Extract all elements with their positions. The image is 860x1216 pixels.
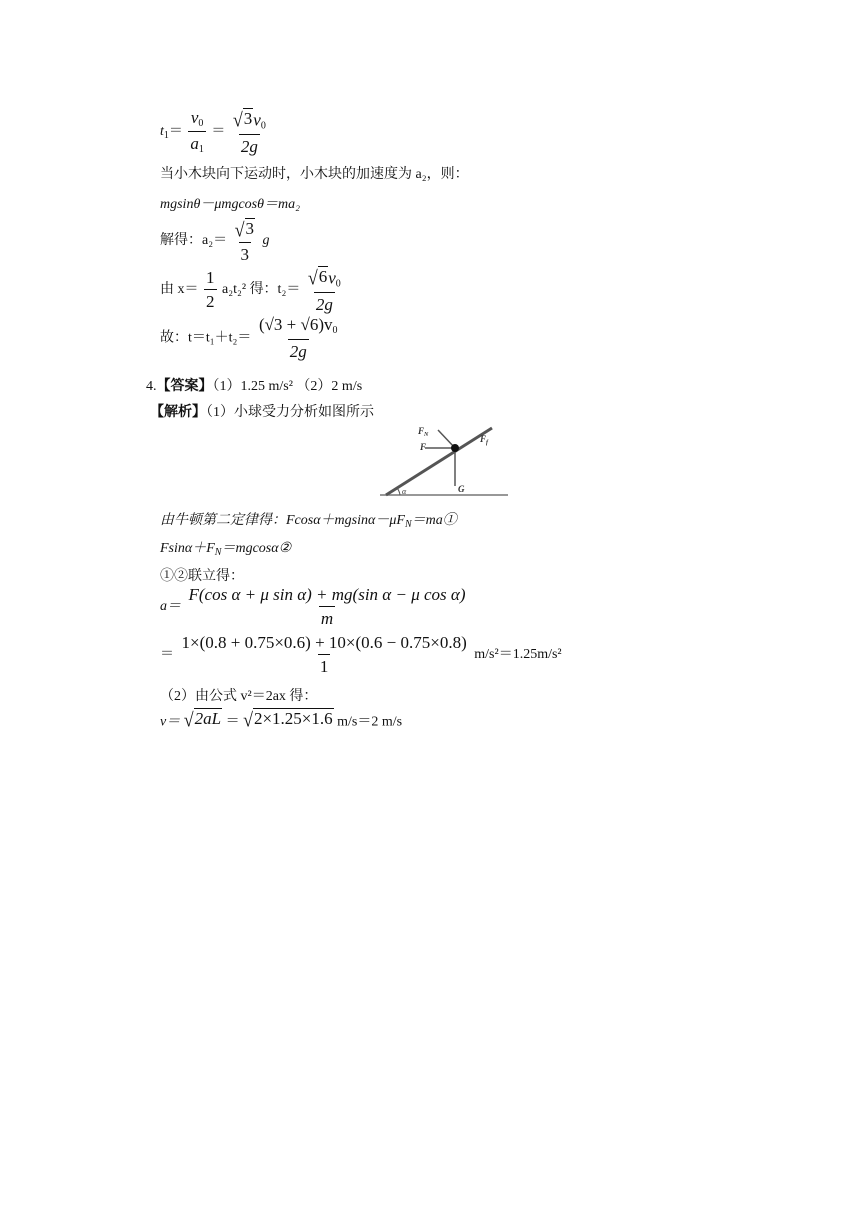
combine-text: ①②联立得： xyxy=(160,569,244,584)
t-total-equation: 故：t＝t₁＋t₂＝ $\frac{(√3 + √6)v_0}{2g}$ xyxy=(160,315,338,361)
t2-equation: 由 x＝ $\frac{1}{2}$ a₂t₂² 得：t₂＝ √ 6 $v_0$ 2g xyxy=(160,266,341,315)
v0-over-a1: $\frac{v_0}{a_1}$ xyxy=(190,107,204,156)
a2-equation: 解得：a₂＝ √ 3 3 g xyxy=(160,218,270,264)
a-value: ＝ $\frac{1\times(0.8 + 0.75\times 0.6) + 10\times(0.6 - 0.75\times 0.8)}{1}$ m/s²＝1.25m/s² xyxy=(160,633,562,676)
t1-lhs: t xyxy=(160,124,164,140)
analysis-4: 【解析】（1）小球受力分析如图所示 xyxy=(150,405,374,420)
newton2-equation: 由牛顿第二定律得：$Fcos\alpha+mgsin\alpha-\mu F_N=ma①$ xyxy=(160,513,457,530)
incline-rod xyxy=(386,428,492,495)
newton-down-equation: mgsinθ－μmgcosθ＝ma₂ xyxy=(160,197,300,212)
a-formula: a＝ $\frac{\text{F(cos α + μ sin α) + mg(sin α − μ cos α)}}{m}$ xyxy=(160,585,466,628)
v-equation: v＝ √ 2aL ＝ √ 2×1.25×1.6 m/s＝2 m/s xyxy=(160,708,403,731)
ff-label: $F_f$ xyxy=(480,434,489,446)
ball xyxy=(451,444,459,452)
g-label: G xyxy=(458,484,465,494)
part2-text: （2）由公式 v²＝2ax 得： xyxy=(160,689,318,704)
t1-equation: $t_1=$ $\frac{v_0}{a_1}$ ＝ √ 3 $v_0$ 2g xyxy=(160,107,266,157)
alpha-arc xyxy=(397,488,400,495)
down-motion-text: 当小木块向下运动时，小木块的加速度为 a₂，则： xyxy=(160,167,469,182)
sqrt3v0-over-2g: √ 3 $v_0$ 2g xyxy=(232,108,266,157)
answer-4: 4.【答案】（1）1.25 m/s² （2）2 m/s xyxy=(146,379,363,394)
alpha-label: α xyxy=(402,487,407,496)
force-diagram xyxy=(380,420,510,500)
f-label: F xyxy=(420,442,427,452)
fn-label: $F_N$ xyxy=(418,426,429,438)
normal-equation: $Fsin\alpha+F_N=mgcos\alpha ②$ xyxy=(160,541,292,558)
